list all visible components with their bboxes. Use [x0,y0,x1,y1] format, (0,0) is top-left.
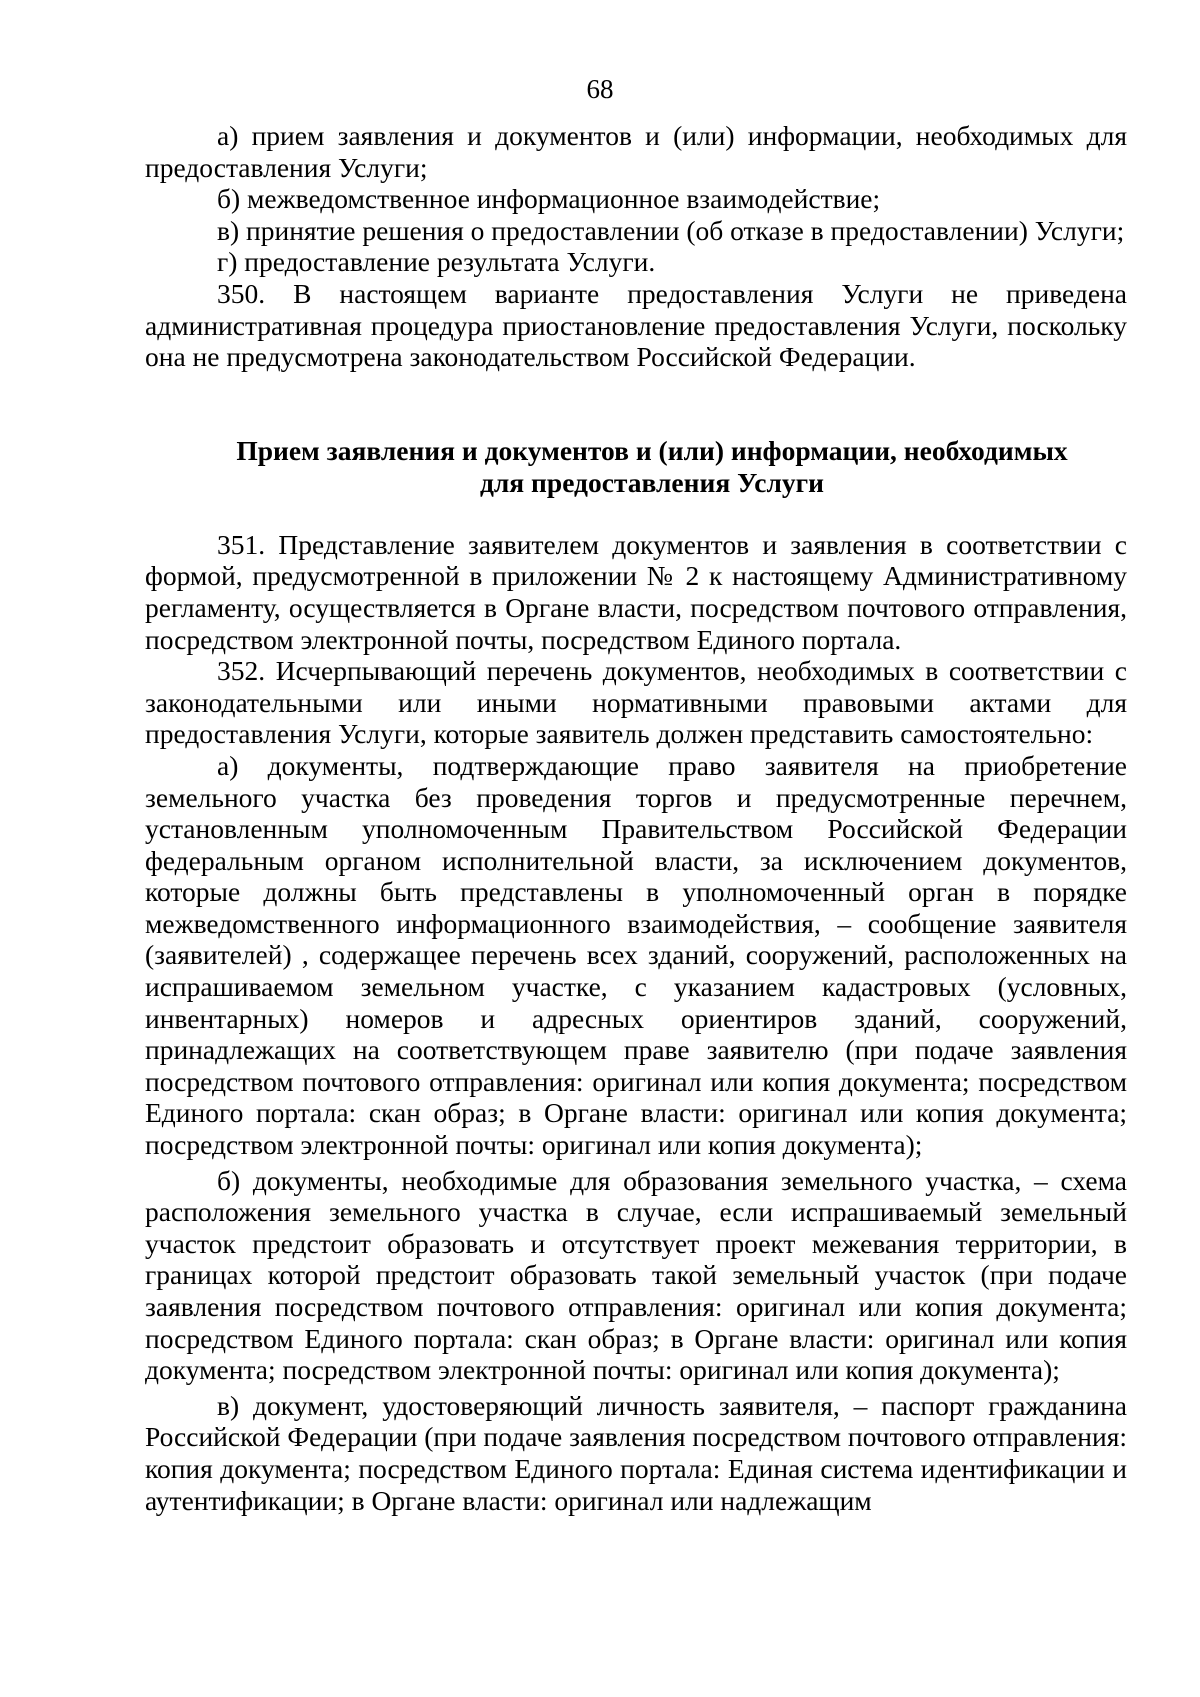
paragraph-351: 351. Представление заявителем документов и заявления в соответствии с формой, предусмотренной в приложении № 2 к настоящему Административному регламенту, осуществляется в Органе власти, посредством почтового отправления, посредством электронной почты, посредством Единого портала. [145,528,1127,655]
document-body [145,120,1127,1516]
list-item-a: а) документы, подтверждающие право заявителя на приобретение земельного участка без проведения торгов и предусмотренные перечнем, установленным уполномоченным Правительством Российской Федерации федеральным органом исполнительной власти, за исключением документов, которые должны быть представлены в уполномоченный орган в порядке межведомственного информационного взаимодействия, – сообщение заявителя (заявителей) , содержащее перечень всех зданий, сооружений, расположенных на испрашиваемом земельном участке, с указанием кадастровых (условных, инвентарных) номеров и адресных ориентиров зданий, сооружений, принадлежащих на соответствующем праве заявителю (при подаче заявления посредством почтового отправления: оригинал или копия документа; посредством Единого портала: скан образ; в Органе власти: оригинал или копия документа; посредством электронной почты: оригинал или копия документа); [145,749,1127,1161]
paragraph-350: 350. В настоящем варианте предоставления Услуги не приведена административная процедура приостановление предоставления Услуги, поскольку она не предусмотрена законодательством Российской Федерации. [145,277,1127,373]
section-heading [145,435,1127,499]
page-number: 68 [586,74,614,104]
list-item-v: в) документ, удостоверяющий личность заявителя, – паспорт гражданина Российской Федерации (при подаче заявления посредством почтового отправления: копия документа; посредством Единого портала: Единая система идентификации и аутентификации; в Органе власти: оригинал или надлежащим [145,1389,1127,1516]
list-item-b: б) документы, необходимые для образования земельного участка, – схема расположения земельного участка в случае, если испрашиваемый земельный участок предстоит образовать и отсутствует проект межевания территории, в границах которой предстоит образовать такой земельный участок (при подаче заявления посредством почтового отправления: оригинал или копия документа; посредством Единого портала: скан образ; в Органе власти: оригинал или копия документа; посредством электронной почты: оригинал или копия документа); [145,1164,1127,1386]
section-heading-line-1: Прием заявления и документов и (или) информации, необходимых [236,434,1068,466]
paragraph-352: 352. Исчерпывающий перечень документов, необходимых в соответствии с законодательными или иными нормативными правовыми актами для предоставления Услуги, которые заявитель должен представить самостоятельно: [145,655,1127,750]
list-item-g-top: г) предоставление результата Услуги. [217,246,656,278]
list-item-b-top: б) межведомственное информационное взаимодействие; [217,183,881,215]
section-heading-line-2: для предоставления Услуги [479,466,825,498]
list-item-a-top: а) прием заявления и документов и (или) информации, необходимых для предоставления Услуги; [145,120,1127,183]
list-item-v-top: в) принятие решения о предоставлении (об отказе в предоставлении) Услуги; [217,214,1125,246]
